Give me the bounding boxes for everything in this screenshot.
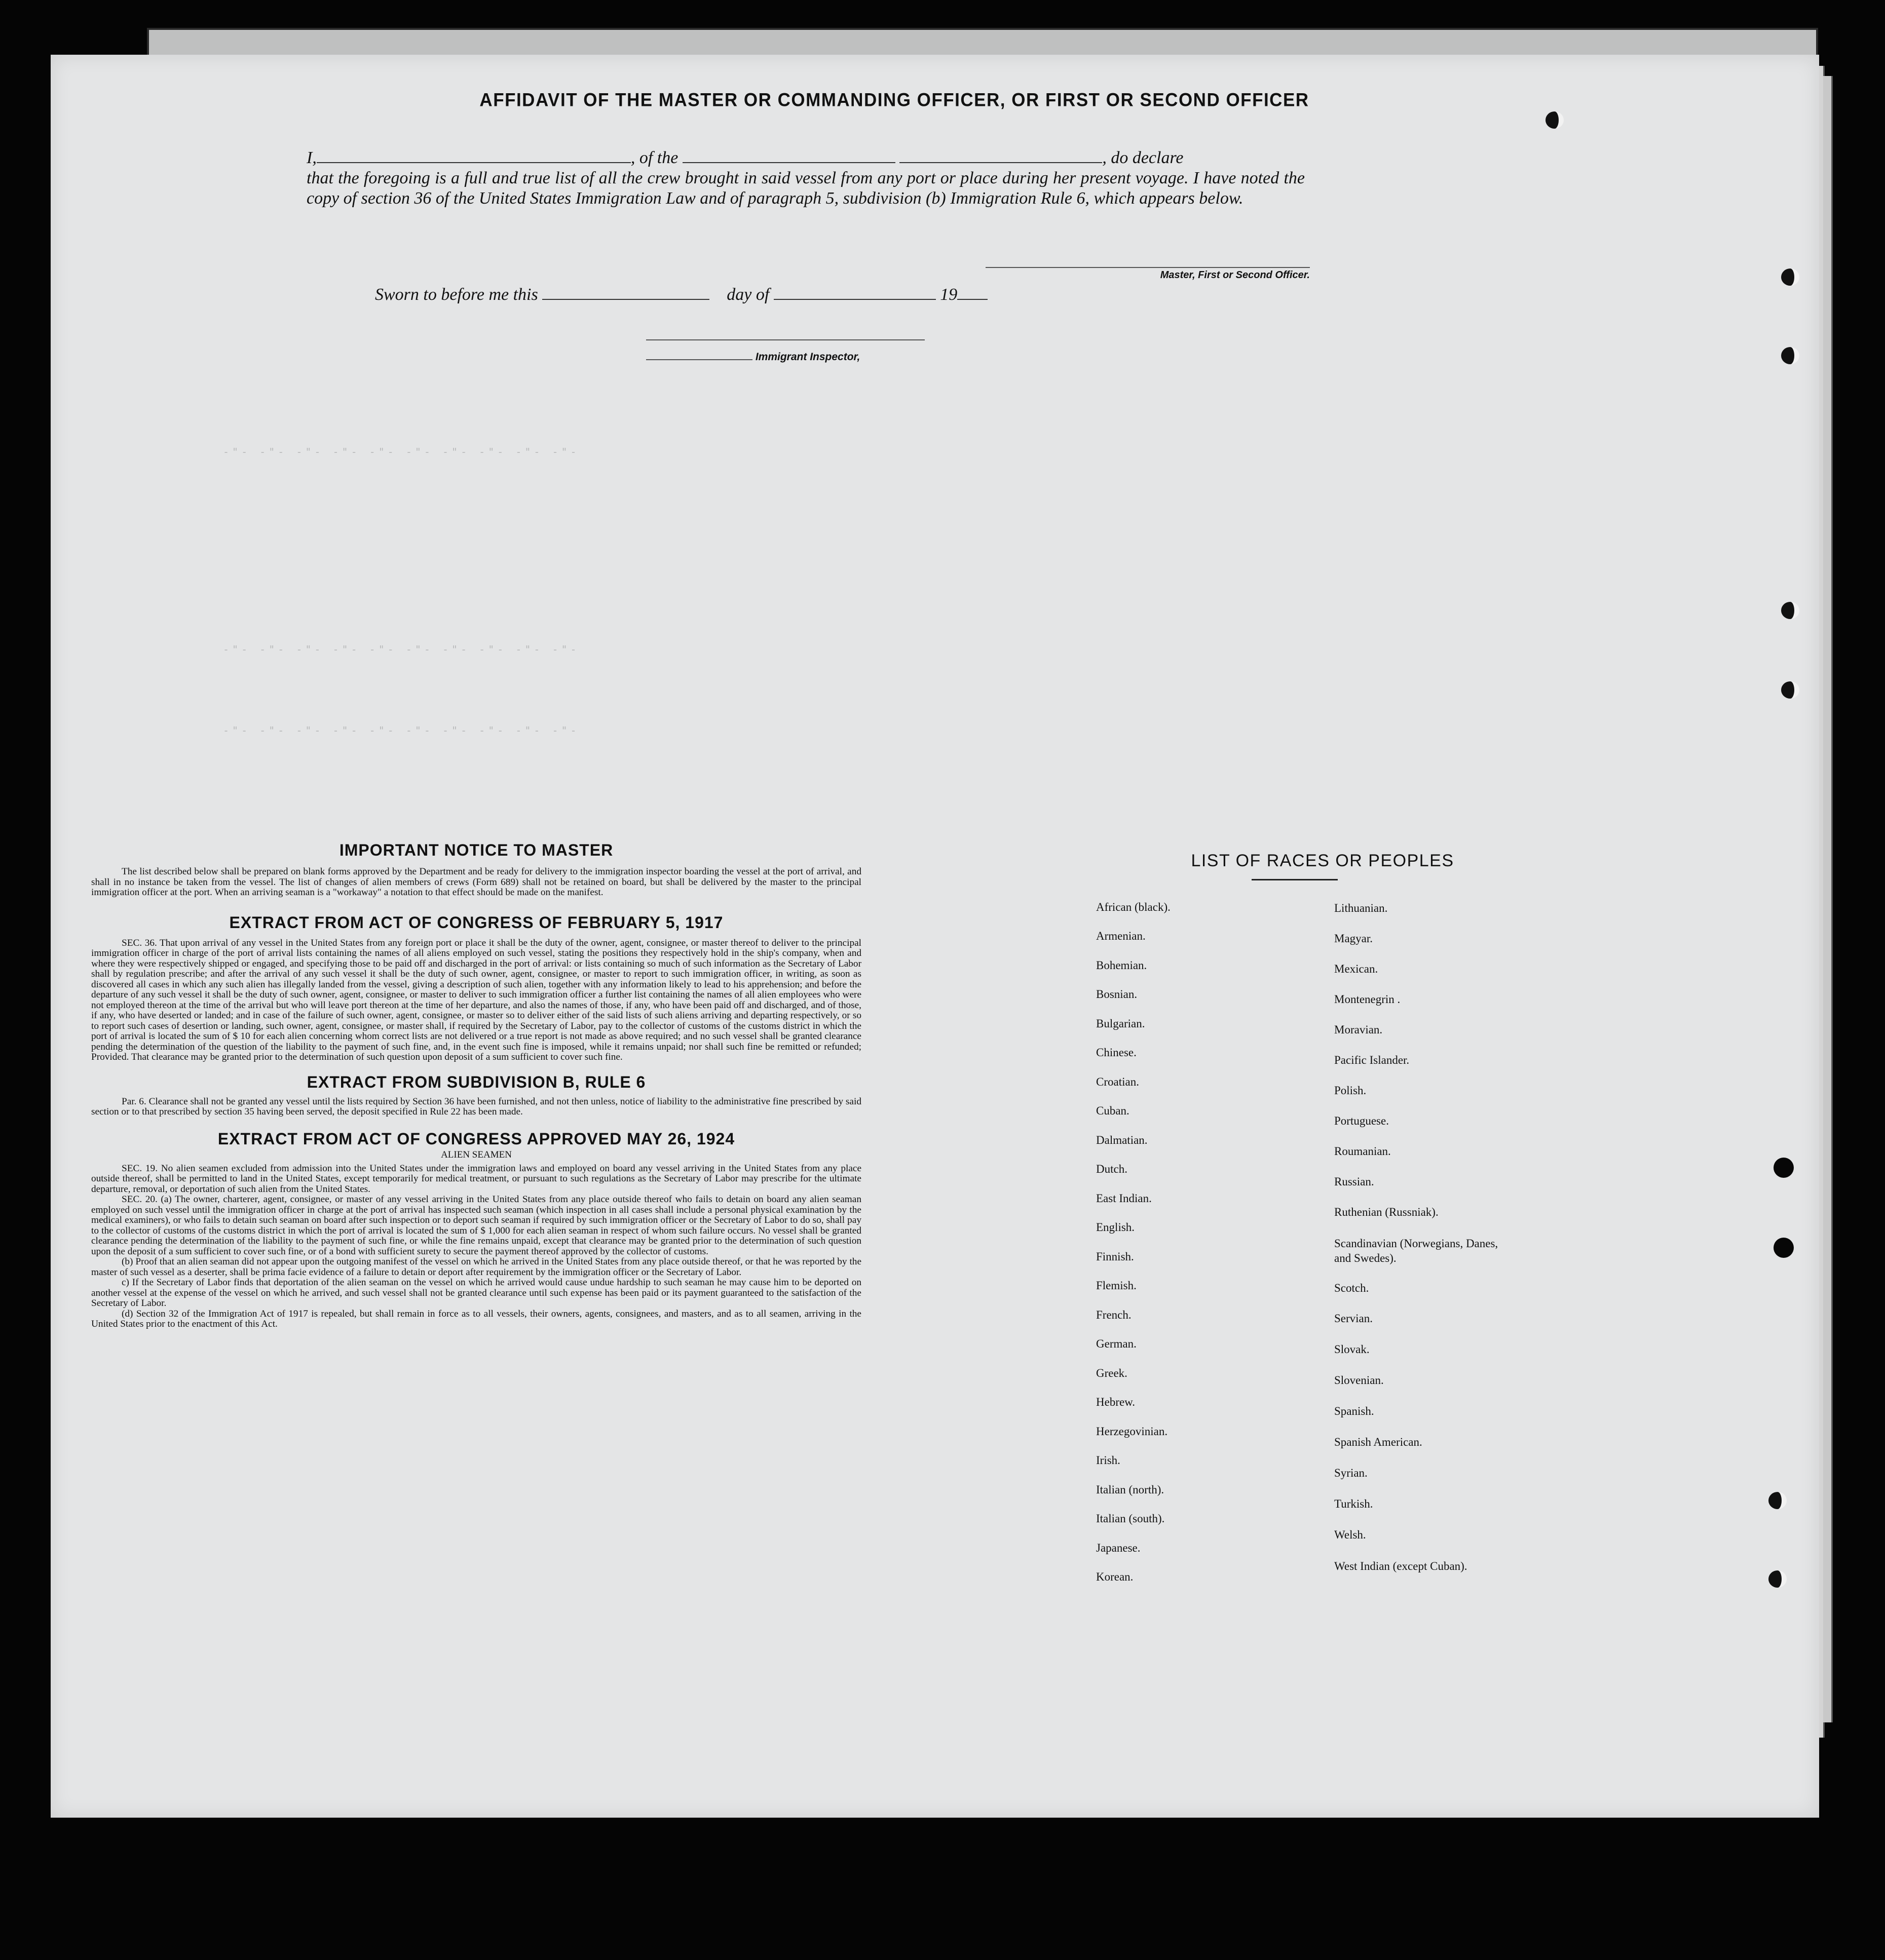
race-left: Italian (south). [1096,1512,1165,1525]
inspector-line-top [646,339,925,340]
race-left: Dutch. [1096,1163,1127,1175]
punch-hole [1781,347,1799,364]
race-right: Moravian. [1334,1023,1383,1036]
race-right: Spanish. [1334,1405,1374,1417]
race-left: Korean. [1096,1570,1134,1583]
extract-1924-title: EXTRACT FROM ACT OF CONGRESS APPROVED MAY 26, 1924 [217,1129,735,1148]
punch-hole [1781,268,1799,286]
sworn-year-blank [957,285,988,300]
declaration-i: I, [307,148,317,167]
race-right: Servian. [1334,1312,1373,1325]
race-right: Spanish American. [1334,1436,1422,1448]
punch-hole [1545,111,1564,129]
race-right: Turkish. [1334,1497,1373,1510]
extract-1924-subtitle: ALIEN SEAMEN [441,1149,512,1160]
race-right: Ruthenian (Russniak). [1334,1206,1439,1218]
race-left: English. [1096,1221,1135,1234]
extract-1924-sec20b: (b) Proof that an alien seaman did not appear upon the outgoing manifest of the vessel on which he arrived in the United States from any place outside thereof, or that he was reported by the master of such vessel as a deserter, shall be prima facie evidence of a failure to detain or deport after requirement by the immigration officer or the Secretary of Labor. [91,1256,861,1278]
black-dot [1774,1158,1794,1178]
punch-hole [1781,602,1799,619]
extract-1924-sec19: SEC. 19. No alien seamen excluded from admission into the United States under the immigration laws and employed on board any vessel arriving in the United States from any place outside thereof, shall be permitted to land in the United States, except temporarily for medical treatment, or pursuant to such regulations as the Secretary of Labor may prescribe for the ultimate departure, removal, or deportation of such alien from the United States. [91,1163,861,1195]
race-left: Armenian. [1096,930,1146,942]
notices-column [91,841,861,1330]
sworn-month-blank [774,285,936,300]
race-left: Cuban. [1096,1104,1129,1117]
race-right: West Indian (except Cuban). [1334,1560,1467,1572]
vessel-blank-2 [899,148,1102,163]
name-blank [317,148,631,163]
race-left: German. [1096,1337,1137,1350]
punch-hole [1768,1492,1787,1509]
vessel-blank-1 [683,148,895,163]
declaration-text: that the foregoing is a full and true list of all the crew brought in said vessel from any port or place during her present voyage. I have noted the copy of section 36 of the United States Immigration Law and of paragraph 5, subdivision (b) Immigration Rule 6, which appears below. [307,169,1305,208]
extract-1924-sec20d: (d) Section 32 of the Immigration Act of 1917 is repealed, but shall remain in force as to all vessels, their owners, agents, consignees, and masters, and as to all seamen, arriving in the United States prior to the enactment of this Act. [91,1308,861,1329]
notice-text: The list described below shall be prepared on blank forms approved by the Department and be ready for delivery to the immigration inspector boarding the vessel at the port of arrival, and shall in no instance be taken from the vessel. The list of changes of alien members of crews (Form 689) shall not be retained on board, but shall be delivered by the master to the principal immigration officer at the port. When an arriving seaman is a "workaway" a notation to that effect should be made on the manifest. [91,866,861,898]
extract-1917-title: EXTRACT FROM ACT OF CONGRESS OF FEBRUARY 5, 1917 [229,913,724,932]
race-right: Russian. [1334,1175,1374,1188]
race-left: Chinese. [1096,1046,1137,1059]
extract-1917-text: SEC. 36. That upon arrival of any vessel in the United States from any foreign port or place it shall be the duty of the owner, agent, consignee, or master thereof to deliver to the principal immigration officer in charge of the port of arrival lists containing the names of all aliens employed on such vessel, stating the positions they respectively hold in the ship's company, when and where they were respectively shipped or engaged, and specifying those to be paid off and discharged in the port of arrival: or lists containing so much of such information as the Secretary of Labor shall by regulation prescribe; and after the arrival of any such vessel it shall be the duty of such owner, agent, consignee, or master to report to such immigration officer, in writing, as soon as discovered all cases in which any such alien has illegally landed from the vessel, giving a description of such alien, together with any information likely to lead to his apprehension; and before the departure of any such vessel it shall be the duty of such owner, agent, consignee, or master to deliver to such immigration officer a further list containing the names of all alien employees who were not employed thereon at the time of the arrival but who will leave port thereon at the time of her departure, and also the names of those, if any, who have been paid off and discharged, and of those, if any, who have deserted or landed; and in case of the failure of such owner, agent, consignee, or master so to deliver either of the said lists of such aliens arriving and departing respectively, or so to report such cases of desertion or landing, such owner, agent, consignee, or master shall, if required by the Secretary of Labor, pay to the collector of customs of the customs district in which the port of arrival is located the sum of $ 10 for each alien concerning whom correct lists are not delivered or a true report is not made as above required; and no such vessel shall be granted clearance pending the determination of the question of the liability to the payment of such fine, and, in the event such fine is imposed, while it remains unpaid; nor shall such fine be remitted or refunded; Provided. That clearance may be granted prior to the determination of such question upon deposit of a sum sufficient to cover such fine. [91,937,861,1062]
extract-1924-sec20c: c) If the Secretary of Labor finds that deportation of the alien seaman on the vessel on which he arrived would cause undue hardship to such seaman he may cause him to be deported on another vessel at the expense of the vessel on which he arrived, and such vessel shall not be granted clearance until such expense has been paid or its payment guaranteed to the satisfaction of the Secretary of Labor. [91,1277,861,1309]
race-right: Slovak. [1334,1343,1370,1356]
race-right: Pacific Islander. [1334,1054,1410,1066]
declaration [307,148,1305,209]
race-right: Mexican. [1334,963,1378,975]
punch-hole [1768,1570,1787,1588]
signature-line [986,267,1310,268]
notice-title: IMPORTANT NOTICE TO MASTER [339,841,614,859]
race-left: French. [1096,1309,1132,1321]
bleed-through-row: -"- -"- -"- -"- -"- -"- -"- -"- -"- -"- [223,446,580,458]
race-right: Scotch. [1334,1282,1369,1294]
signature-label: Master, First or Second Officer. [1160,270,1310,281]
race-right: Roumanian. [1334,1145,1391,1158]
bleed-through-row: -"- -"- -"- -"- -"- -"- -"- -"- -"- -"- [223,724,580,737]
declaration-do-declare: , do declare [1102,148,1184,167]
extract-rule6-title: EXTRACT FROM SUBDIVISION B, RULE 6 [307,1072,646,1091]
inspector-line [646,351,860,363]
extract-rule6-text: Par. 6. Clearance shall not be granted any vessel until the lists required by Section 36 have been furnished, and not then unless, notice of liability to the administrative fine prescribed by said section or to that prescribed by section 35 having been served, the deposit specified in Rule 22 has been made. [91,1096,861,1117]
declaration-of-the: , of the [630,148,678,167]
race-left: Flemish. [1096,1279,1137,1292]
extract-1924-sec20a: SEC. 20. (a) The owner, charterer, agent, consignee, or master of any vessel arriving in the United States from any place outside thereof who fails to detain on board any alien seaman employed on such vessel until the immigration officer in charge at the port of arrival has inspected such seaman (which inspection in all cases shall include a personal physical examination by the medical examiners), or who fails to detain such seaman on board after such inspection or to deport such seaman if required by such immigration officer or the Secretary of Labor to do so, shall pay to the collector of customs of the customs district in which the port of arrival is located the sum of $ 1,000 for each alien seaman in respect of whom such failure occurs. No vessel shall be granted clearance pending the determination of the liability to the payment of such fine, or while the fine remains unpaid, except that clearance may be granted prior to the determination of such question upon the deposit of a sum sufficient to cover such fine, or of a bond with sufficient surety to secure the payment thereof approved by the collector of customs. [91,1194,861,1257]
affidavit-title: AFFIDAVIT OF THE MASTER OR COMMANDING OFFICER, OR FIRST OR SECOND OFFICER [479,90,1309,110]
race-right: Magyar. [1334,932,1373,945]
race-left: Greek. [1096,1367,1127,1379]
race-right: Welsh. [1334,1528,1366,1541]
race-right: Lithuanian. [1334,902,1388,914]
race-right: Portuguese. [1334,1114,1389,1127]
inspector-blank [646,351,752,360]
race-right: Syrian. [1334,1467,1368,1479]
race-left: African (black). [1096,901,1171,913]
sworn-line [375,285,1084,304]
race-right: Scandinavian (Norwegians, Danes, and Swedes). [1334,1237,1498,1264]
sworn-year: 19 [940,285,958,304]
race-left: Dalmatian. [1096,1134,1148,1146]
sworn-day-of: day of [727,285,770,304]
races-title: LIST OF RACES OR PEOPLES [1191,851,1454,870]
black-dot [1774,1238,1794,1258]
race-left: Herzegovinian. [1096,1425,1168,1438]
bleed-through-row: -"- -"- -"- -"- -"- -"- -"- -"- -"- -"- [223,643,580,656]
race-left: Italian (north). [1096,1483,1164,1496]
race-left: Bulgarian. [1096,1017,1145,1030]
race-left: East Indian. [1096,1192,1152,1205]
race-left: Japanese. [1096,1542,1141,1554]
punch-hole [1781,681,1799,699]
page-edge-2 [1823,76,1833,1722]
sworn-prefix: Sworn to before me this [375,285,538,304]
race-left: Irish. [1096,1454,1120,1467]
races-title-rule [1252,879,1338,880]
race-left: Finnish. [1096,1250,1134,1263]
sworn-day-blank [542,285,709,300]
race-left: Hebrew. [1096,1396,1136,1408]
race-right: Montenegrin . [1334,993,1401,1006]
race-left: Bosnian. [1096,988,1138,1001]
race-right: Slovenian. [1334,1374,1384,1387]
race-right: Polish. [1334,1084,1367,1097]
inspector-label: Immigrant Inspector, [755,351,860,363]
race-left: Bohemian. [1096,959,1147,972]
race-left: Croatian. [1096,1075,1139,1088]
